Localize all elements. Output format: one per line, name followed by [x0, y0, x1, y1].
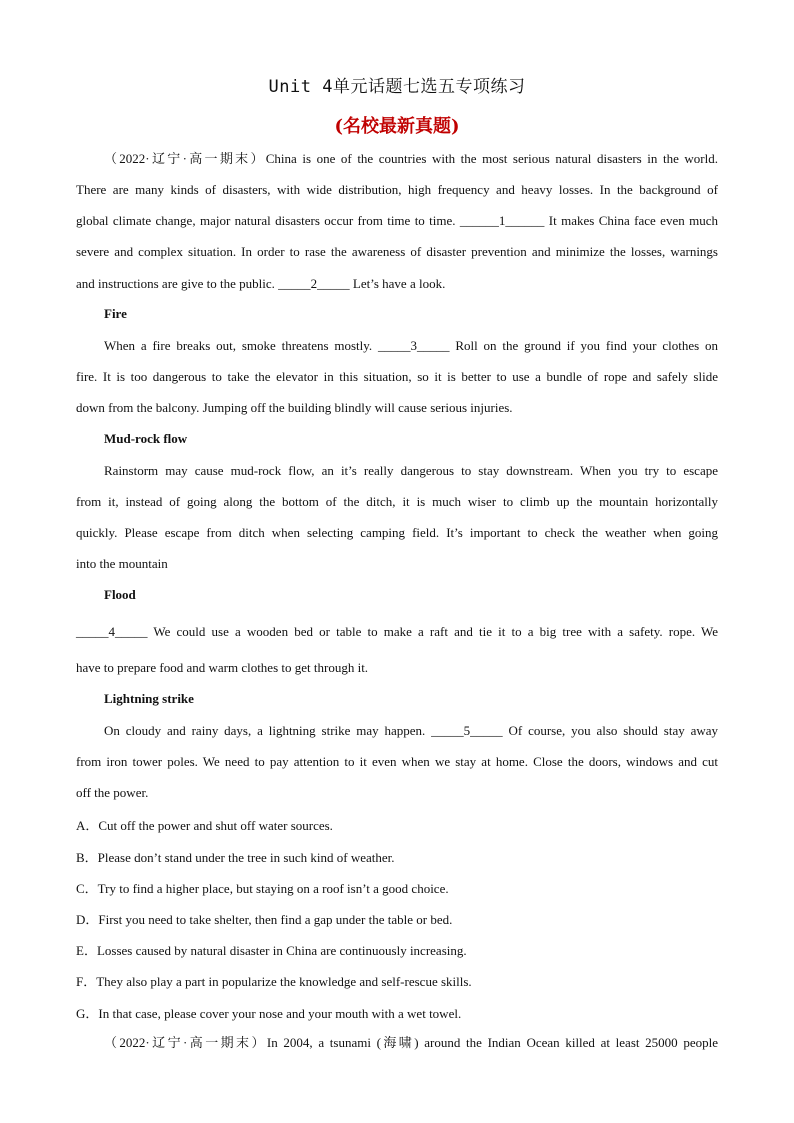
passage-line: _____4_____ We could use a wooden bed or table to make a raft and tie it to a big tree with a safety. rope. We: [76, 624, 718, 639]
passage-line: and instructions are give to the public. _____2_____ Let’s have a look.: [76, 276, 446, 291]
option-a: A．Cut off the power and shut off water sources.: [76, 818, 333, 833]
passage-line: （2022·辽宁·高一期末）China is one of the countries with the most serious natural disasters in the world.: [104, 151, 718, 166]
passage-line: into the mountain: [76, 556, 168, 571]
option-e: E．Losses caused by natural disaster in China are continuously increasing.: [76, 943, 467, 958]
passage-line: There are many kinds of disasters, with wide distribution, high frequency and heavy losses. In the background of: [76, 182, 718, 197]
passage-line: from iron tower poles. We need to pay attention to it even when we stay at home. Close the doors, windows and cut: [76, 754, 718, 769]
section-heading-mud-rock-flow: Mud-rock flow: [104, 431, 188, 446]
passage-line: On cloudy and rainy days, a lightning strike may happen. _____5_____ Of course, you also should stay away: [104, 723, 718, 738]
next-passage-line: （2022·辽宁·高一期末）In 2004, a tsunami (海啸) around the Indian Ocean killed at least 25000 people: [104, 1035, 718, 1050]
passage-line: have to prepare food and warm clothes to get through it.: [76, 660, 369, 675]
section-heading-flood: Flood: [104, 587, 136, 602]
passage-line: severe and complex situation. In order to rase the awareness of disaster prevention and minimize the losses, warnings: [76, 244, 718, 259]
passage-line: quickly. Please escape from ditch when selecting camping field. It’s important to check the weather when going: [76, 525, 718, 540]
option-d: D．First you need to take shelter, then find a gap under the table or bed.: [76, 912, 453, 927]
passage-line: off the power.: [76, 785, 149, 800]
option-c: C．Try to find a higher place, but staying on a roof isn’t a good choice.: [76, 881, 449, 896]
passage-line: from it, instead of going along the bottom of the ditch, it is much wiser to climb up the mountain horizontally: [76, 494, 718, 509]
passage-line: global climate change, major natural disasters occur from time to time. ______1______ It makes China face even much: [76, 213, 718, 228]
page-subtitle: (名校最新真题): [334, 116, 460, 137]
option-f: F．They also play a part in popularize the knowledge and self-rescue skills.: [76, 974, 472, 989]
option-g: G．In that case, please cover your nose and your mouth with a wet towel.: [76, 1006, 462, 1021]
passage-line: down from the balcony. Jumping off the building blindly will cause serious injuries.: [76, 400, 513, 415]
passage-line: fire. It is too dangerous to take the elevator in this situation, so it is better to use a bundle of rope and safely slide: [76, 369, 718, 384]
section-heading-fire: Fire: [104, 306, 127, 321]
option-b: B．Please don’t stand under the tree in such kind of weather.: [76, 850, 395, 865]
passage-line: Rainstorm may cause mud-rock flow, an it’s really dangerous to stay downstream. When you try to escape: [104, 463, 718, 478]
section-heading-lightning-strike: Lightning strike: [104, 691, 194, 706]
page-title: Unit 4单元话题七选五专项练习: [268, 77, 526, 97]
passage-line: When a fire breaks out, smoke threatens mostly. _____3_____ Roll on the ground if you find your clothes on: [104, 338, 718, 353]
